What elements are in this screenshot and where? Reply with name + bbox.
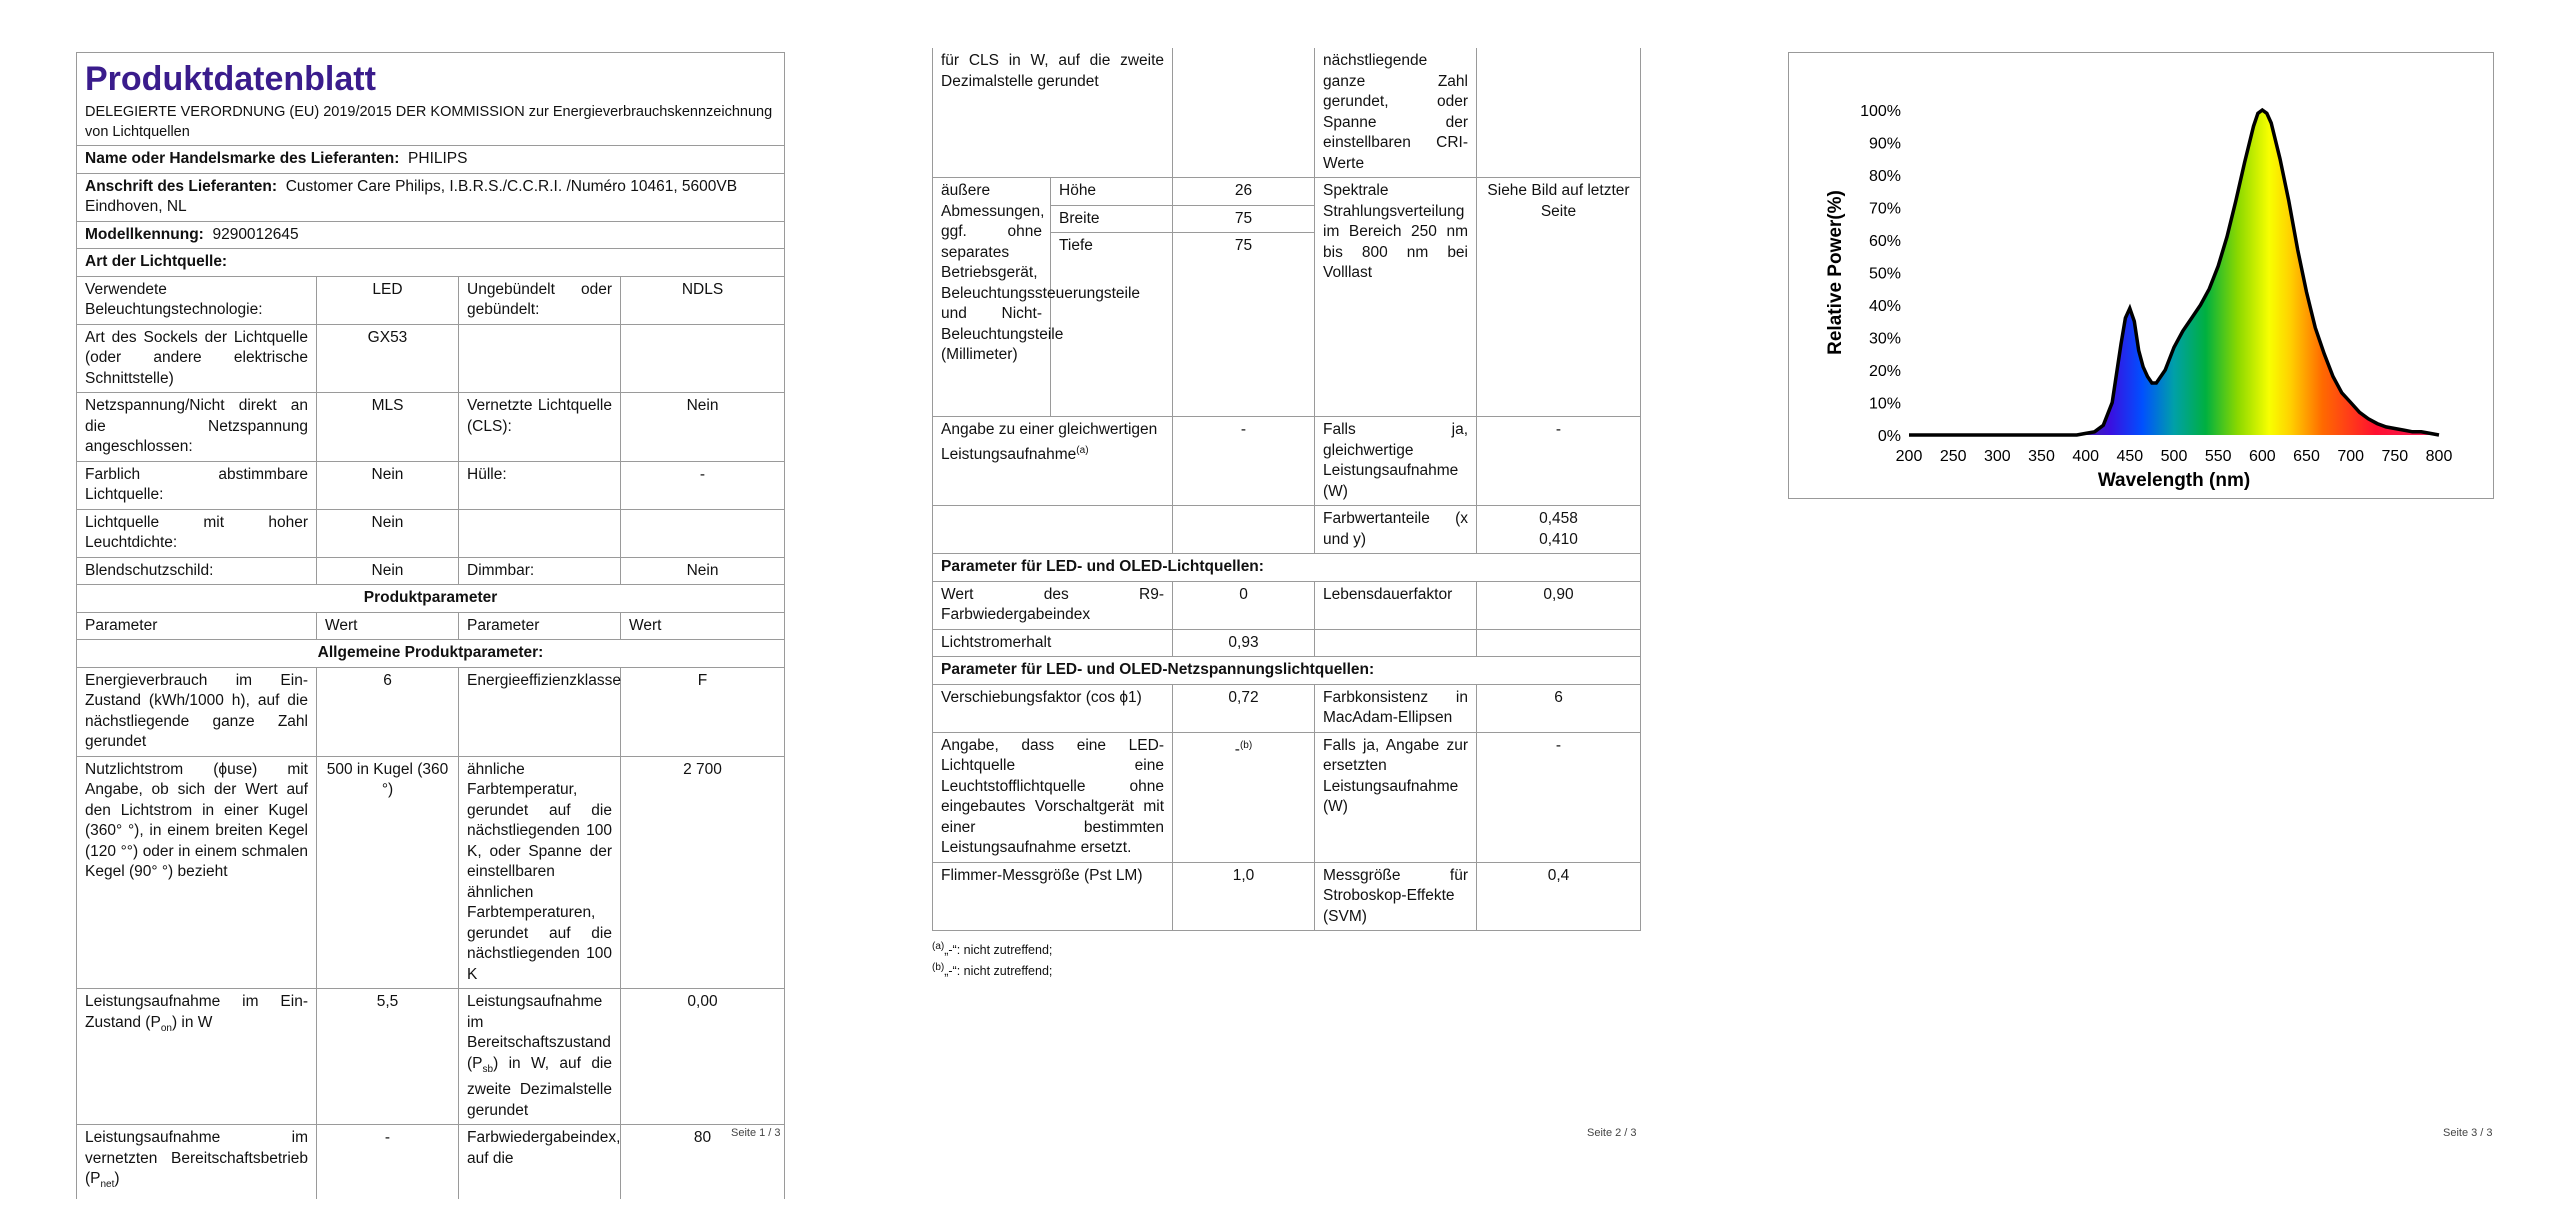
param-value: 0,72	[1173, 684, 1315, 732]
y-tick-label: 0%	[1877, 428, 1901, 445]
param-label: Angabe, dass eine LED-Lichtquelle eine Leuchtstofflichtquelle ohne eingebautes Vorschaltgerät mit einer bestimmten Leistungsaufnahme ersetzt.	[933, 732, 1173, 862]
y-tick-label: 40%	[1868, 298, 1901, 315]
param-label: Leistungsaufnahme im Bereitschaftszustand $(P_{sb})$ in W, auf die zweite Dezimalstelle gerundet	[459, 989, 621, 1125]
y-tick-label: 90%	[1868, 135, 1901, 153]
table-row	[933, 417, 1641, 506]
param-value: 0,4	[1477, 862, 1641, 931]
param-label	[459, 509, 621, 557]
header-row	[77, 53, 785, 146]
param-label: Verschiebungsfaktor (cos ϕ1)	[933, 684, 1173, 732]
x-tick-label: 400	[2072, 448, 2100, 465]
param-label: Flimmer-Messgröße (Pst LM)	[933, 862, 1173, 931]
param-label: Energieeffizienzklasse	[459, 667, 621, 756]
param-label: ähnliche Farbtemperatur, gerundet auf die nächstliegenden 100 K, oder Spanne der einstellbaren ähnlichen Farbtemperaturen, gerundet auf die nächstliegenden 100 K	[459, 756, 621, 989]
param-value: 1,0	[1173, 862, 1315, 931]
param-value: 2 700	[621, 756, 785, 989]
column-header-row	[77, 612, 785, 640]
param-label: Vernetzte Lichtquelle (CLS):	[459, 393, 621, 462]
footnotes	[932, 935, 1640, 983]
param-value: 6	[317, 667, 459, 756]
param-label	[933, 506, 1173, 554]
table-row	[77, 509, 785, 557]
param-value	[621, 324, 785, 393]
param-value: Nein	[621, 557, 785, 585]
param-label	[459, 324, 621, 393]
dim-value: 75	[1173, 205, 1315, 233]
x-tick-label: 800	[2425, 448, 2453, 465]
param-value: NDLS	[621, 276, 785, 324]
table-row	[933, 629, 1641, 657]
param-label: Falls ja, Angabe zur ersetzten Leistungsaufnahme (W)	[1315, 732, 1477, 862]
param-label: Farbwertanteile (x und y)	[1315, 506, 1477, 554]
y-tick-label: 30%	[1868, 330, 1901, 348]
param-value: 0,90	[1477, 581, 1641, 629]
x-tick-label: 500	[2160, 448, 2188, 465]
regulation-text: DELEGIERTE VERORDNUNG (EU) 2019/2015 DER KOMMISSION zur Energieverbrauchskennzeichnung von Lichtquellen	[85, 104, 773, 140]
footnote-b: $^{(b)}$„-“: nicht zutreffend;	[932, 962, 1053, 979]
x-tick-label: 200	[1895, 448, 1923, 465]
param-label: nächstliegende ganze Zahl gerundet, oder Spanne der einstellbaren CRI-Werte	[1315, 48, 1477, 178]
y-tick-label: 50%	[1868, 265, 1901, 283]
x-tick-label: 300	[1983, 448, 2011, 465]
spectrum-chart	[1788, 52, 2494, 499]
param-label: Farbwiedergabeindex, auf die	[459, 1125, 621, 1199]
param-label: Falls ja, gleichwertige Leistungsaufnahme (W)	[1315, 417, 1477, 506]
param-label	[1315, 629, 1477, 657]
supplier-name: PHILIPS	[408, 150, 468, 167]
y-tick-label: 20%	[1868, 363, 1901, 380]
param-label: Lichtquelle mit hoher Leuchtdichte:	[77, 509, 317, 557]
param-value: 500 in Kugel (360 °)	[317, 756, 459, 989]
param-value: Nein	[317, 557, 459, 585]
y-tick-label: 80%	[1868, 168, 1901, 185]
x-tick-label: 750	[2381, 448, 2409, 465]
table-row	[77, 667, 785, 756]
param-value: Nein	[621, 393, 785, 462]
table-row	[77, 557, 785, 585]
table-row	[933, 732, 1641, 862]
dim-label: Höhe	[1051, 178, 1173, 206]
param-label: Energieverbrauch im Ein-Zustand (kWh/1000 h), auf die nächstliegende ganze Zahl gerundet	[77, 667, 317, 756]
product-datasheet-table-continued	[932, 48, 1641, 931]
model-label: Modellkennung:	[85, 225, 204, 243]
x-tick-label: 700	[2337, 448, 2365, 465]
section-heading: Produktparameter	[77, 585, 785, 613]
param-value: 0	[1173, 581, 1315, 629]
table-row	[933, 506, 1641, 554]
param-label: Dimmbar:	[459, 557, 621, 585]
param-value: -	[317, 1125, 459, 1199]
param-value	[1477, 48, 1641, 178]
table-row	[77, 756, 785, 989]
param-label: Lebensdauerfaktor	[1315, 581, 1477, 629]
table-row	[77, 461, 785, 509]
param-label: Verwendete Beleuchtungstechnologie:	[77, 276, 317, 324]
param-value: Siehe Bild auf letzter Seite	[1477, 178, 1641, 417]
page-number: Seite 2 / 3	[1587, 1127, 1637, 1139]
section-row	[77, 640, 785, 668]
column-header: Wert	[621, 612, 785, 640]
supplier-name-label: Name oder Handelsmarke des Lieferanten:	[85, 150, 400, 167]
param-value	[1173, 48, 1315, 178]
param-label: Farblich abstimmbare Lichtquelle:	[77, 461, 317, 509]
y-tick-label: 60%	[1868, 233, 1901, 250]
param-value: 6	[1477, 684, 1641, 732]
table-row	[933, 581, 1641, 629]
param-value: 0,458 0,410	[1477, 506, 1641, 554]
y-tick-label: 70%	[1868, 200, 1901, 218]
y-tick-label: 100%	[1860, 103, 1901, 120]
param-label: für CLS in W, auf die zweite Dezimalstelle gerundet	[933, 48, 1173, 178]
product-datasheet-table	[76, 52, 785, 1199]
param-label: Farbkonsistenz in MacAdam-Ellipsen	[1315, 684, 1477, 732]
section-heading: Allgemeine Produktparameter:	[77, 640, 785, 668]
param-value: Nein	[317, 461, 459, 509]
model-row	[77, 221, 785, 249]
light-type-label: Art der Lichtquelle:	[77, 249, 785, 277]
param-label: Nutzlichtstrom (ϕuse) mit Angabe, ob sich der Wert auf den Lichtstrom in einer Kugel (360° °), in einem breiten Kegel (120 °°) oder in einem schmalen Kegel (90° °) bezieht	[77, 756, 317, 989]
table-row	[77, 276, 785, 324]
page-title: Produktdatenblatt	[85, 60, 376, 98]
table-row	[77, 324, 785, 393]
section-heading: Parameter für LED- und OLED-Netzspannungslichtquellen:	[933, 657, 1641, 685]
param-label: Hülle:	[459, 461, 621, 509]
x-tick-label: 450	[2116, 448, 2144, 465]
y-tick-label: 10%	[1868, 395, 1901, 413]
param-label: Leistungsaufnahme im vernetzten Bereitschaftsbetrieb $(P_{net})$	[77, 1125, 317, 1199]
param-value	[1477, 629, 1641, 657]
page-1	[76, 0, 784, 1207]
model-id: 9290012645	[212, 225, 299, 243]
column-header: Wert	[317, 612, 459, 640]
page-number: Seite 3 / 3	[2443, 1127, 2493, 1139]
x-axis-label: Wavelength (nm)	[2097, 470, 2251, 491]
dim-value: 75	[1173, 233, 1315, 417]
param-value: -	[1477, 732, 1641, 862]
footnote-a: $^{(a)}$„-“: nicht zutreffend;	[932, 941, 1053, 958]
table-row	[933, 178, 1641, 206]
dim-label: Tiefe	[1051, 233, 1173, 417]
param-value: LED	[317, 276, 459, 324]
param-label: Netzspannung/Nicht direkt an die Netzspannung angeschlossen:	[77, 393, 317, 462]
param-value: -	[621, 461, 785, 509]
light-type-row	[77, 249, 785, 277]
spectrum-chart-svg	[1789, 53, 2493, 498]
param-value: F	[621, 667, 785, 756]
param-label: Spektrale Strahlungsverteilung im Bereich 250 nm bis 800 nm bei Volllast	[1315, 178, 1477, 417]
x-tick-label: 600	[2248, 448, 2276, 465]
param-label: Ungebündelt oder gebündelt:	[459, 276, 621, 324]
param-label: äußere Abmessungen, ggf. ohne separates Betriebsgerät, Beleuchtungssteuerungsteile und Nicht-Beleuchtungsteile (Millimeter)	[933, 178, 1051, 417]
param-label: Blendschutzschild:	[77, 557, 317, 585]
section-row	[933, 554, 1641, 582]
param-value: 0,93	[1173, 629, 1315, 657]
supplier-name-row	[77, 146, 785, 174]
supplier-address: Customer Care Philips, I.B.R.S./C.C.R.I. /Numéro 10461, 5600VB Eindhoven, NL	[85, 177, 738, 215]
table-row	[933, 684, 1641, 732]
page-3	[1788, 0, 2496, 1207]
param-value: -$^{(b)}$	[1173, 732, 1315, 862]
dim-value: 26	[1173, 178, 1315, 206]
supplier-address-label: Anschrift des Lieferanten:	[85, 177, 278, 195]
dim-label: Breite	[1051, 205, 1173, 233]
table-row	[77, 1125, 785, 1199]
table-row	[77, 989, 785, 1125]
param-label: Lichtstromerhalt	[933, 629, 1173, 657]
param-label: Angabe zu einer gleichwertigen Leistungsaufnahme$^{(a)}$	[933, 417, 1173, 506]
param-value: 80	[621, 1125, 785, 1199]
header-cell	[77, 53, 785, 146]
column-header: Parameter	[459, 612, 621, 640]
page-2	[932, 0, 1640, 1207]
table-row	[77, 393, 785, 462]
x-tick-label: 650	[2293, 448, 2320, 465]
param-value: Nein	[317, 509, 459, 557]
param-value: MLS	[317, 393, 459, 462]
param-label: Messgröße für Stroboskop-Effekte (SVM)	[1315, 862, 1477, 931]
param-value: GX53	[317, 324, 459, 393]
page-number: Seite 1 / 3	[731, 1127, 781, 1139]
param-value	[1173, 506, 1315, 554]
x-tick-label: 550	[2204, 448, 2232, 465]
param-value: -	[1477, 417, 1641, 506]
param-value	[621, 509, 785, 557]
param-label: Leistungsaufnahme im Ein-Zustand $(P_{on})$ in W	[77, 989, 317, 1125]
param-value: 0,00	[621, 989, 785, 1125]
column-header: Parameter	[77, 612, 317, 640]
supplier-address-row	[77, 173, 785, 221]
section-heading: Parameter für LED- und OLED-Lichtquellen:	[933, 554, 1641, 582]
table-row	[933, 862, 1641, 931]
y-axis-label: Relative Power(%)	[1825, 190, 1846, 355]
param-label: Art des Sockels der Lichtquelle (oder andere elektrische Schnittstelle)	[77, 324, 317, 393]
x-tick-label: 250	[1939, 448, 1967, 465]
section-row	[933, 657, 1641, 685]
table-row	[933, 48, 1641, 178]
param-value: -	[1173, 417, 1315, 506]
section-row	[77, 585, 785, 613]
param-label: Wert des R9-Farbwiedergabeindex	[933, 581, 1173, 629]
param-value: 5,5	[317, 989, 459, 1125]
x-tick-label: 350	[2028, 448, 2055, 465]
